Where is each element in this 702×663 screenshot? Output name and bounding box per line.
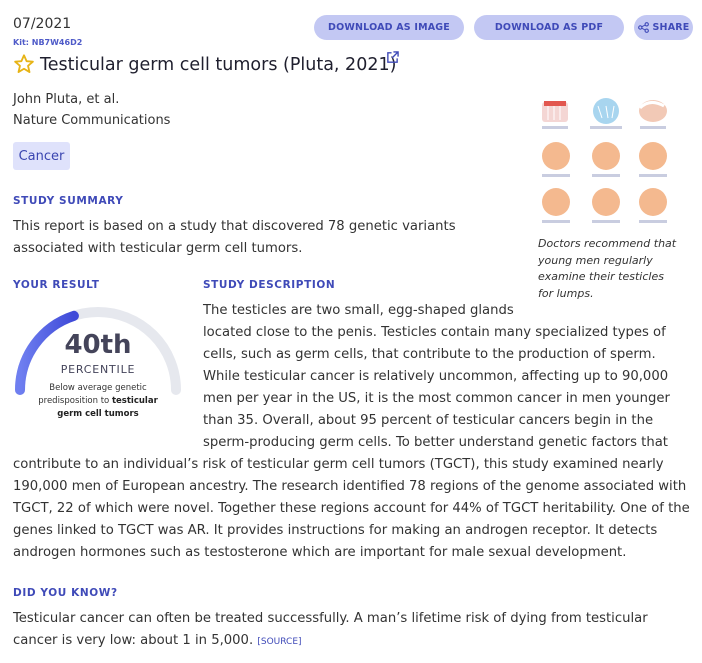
- star-icon[interactable]: [13, 53, 35, 75]
- study-description-lower: contribute to an individual’s risk of testicular germ cell tumors (TGCT), this study examined nearly 190,000 men of European ancestry. The research identified 78 regions of the genome associated with TGCT, 22 of which were novel. Together these regions account for 44% of TGCT heritability. One of the genes linked to TGCT was AR. It provides instructions for making an androgen receptor. It detects androgen hormones such as testosterone which are important for male sexual development.: [13, 457, 690, 560]
- study-journal: Nature Communications: [13, 113, 171, 128]
- study-title: Testicular germ cell tumors (Pluta, 2021): [40, 55, 397, 75]
- study-description-upper: The testicles are two small, egg-shaped glands located close to the penis. Testicles contain many specialized types of cells, such as germ cells, that contribute to the production of sperm. While testicular cancer is relatively uncommon, affecting up to 90,000 men per year in the US, it is the most common cancer in men younger than 35. Overall, about 95 percent of testicular cancers begin in the sperm-producing germ cells. To better understand genetic factors that: [203, 303, 670, 450]
- download-image-button[interactable]: DOWNLOAD AS IMAGE: [314, 15, 464, 40]
- illustration-caption: Doctors recommend that young men regularly examine their testicles for lumps.: [538, 237, 677, 300]
- did-you-know-text: Testicular cancer can often be treated successfully. A man’s lifetime risk of dying from testicular cancer is very low: about 1 in 5,000. [SOURCE]: [13, 611, 648, 648]
- share-icon: [638, 22, 649, 33]
- share-button[interactable]: [634, 15, 693, 40]
- study-summary-text: This report is based on a study that discovered 78 genetic variants associated with testicular germ cell tumors.: [13, 219, 456, 256]
- study-summary-heading: STUDY SUMMARY: [13, 195, 124, 207]
- source-link[interactable]: [SOURCE]: [257, 637, 302, 647]
- your-result-heading: YOUR RESULT: [13, 279, 100, 291]
- percentile-value: 40th: [64, 330, 132, 360]
- report-date: 07/2021: [13, 16, 72, 32]
- study-description-heading: STUDY DESCRIPTION: [203, 279, 336, 291]
- kit-id: Kit: NB7W46D2: [13, 38, 83, 47]
- did-you-know-heading: DID YOU KNOW?: [13, 587, 118, 599]
- category-tag[interactable]: Cancer: [13, 142, 70, 170]
- share-label: SHARE: [652, 22, 690, 33]
- study-authors: John Pluta, et al.: [13, 92, 120, 107]
- external-link-icon[interactable]: [386, 51, 399, 64]
- percentile-label: PERCENTILE: [60, 363, 136, 376]
- result-description: Below average genetic predisposition to testicular germ cell tumors: [38, 383, 158, 419]
- download-pdf-button[interactable]: DOWNLOAD AS PDF: [474, 15, 624, 40]
- self-exam-illustration-icon: [536, 98, 676, 230]
